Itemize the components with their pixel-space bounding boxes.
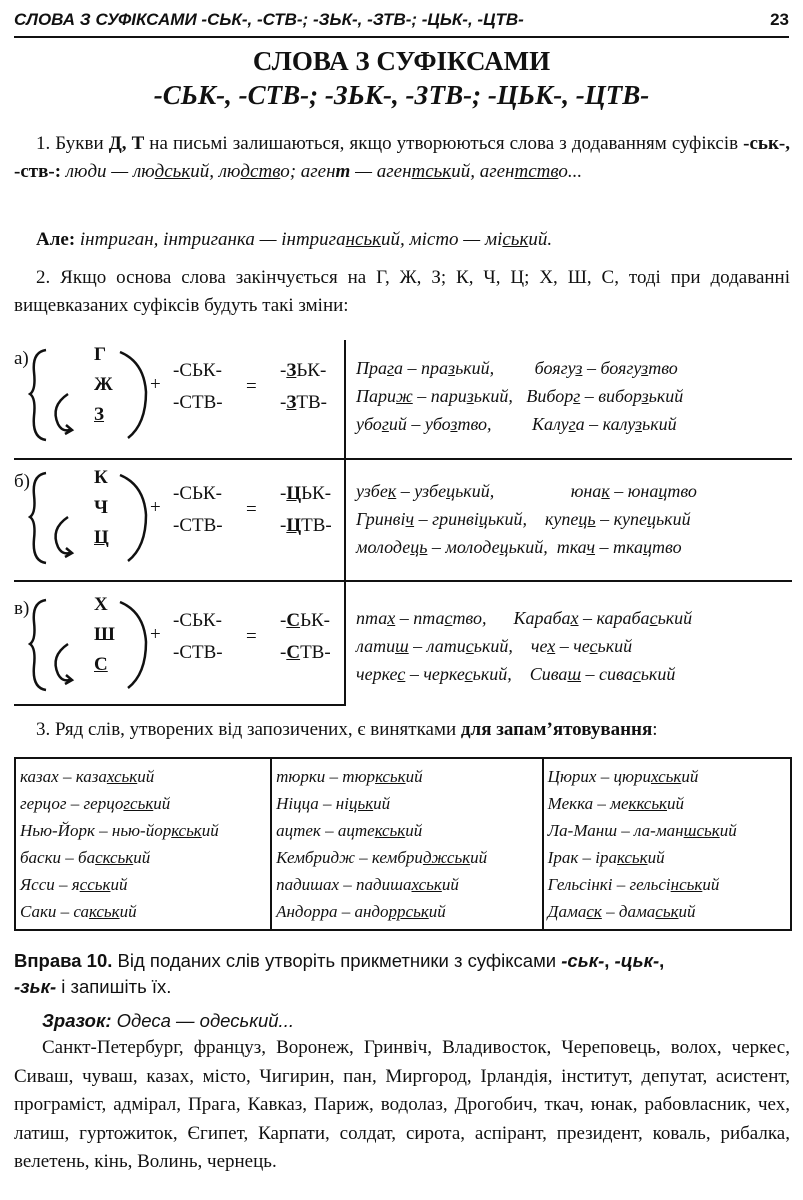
suffix-stv: -СТВ-	[173, 515, 223, 536]
exception-item: Кембридж – кембриджський	[276, 848, 488, 867]
rule-3	[14, 716, 790, 744]
scheme-row-divider	[14, 704, 345, 706]
suffix: -зьк-	[14, 976, 57, 997]
result-sk: -СЬК-	[280, 610, 330, 631]
running-header	[14, 6, 789, 38]
exception-item: Ла-Манш – ла-маншський	[547, 821, 737, 840]
suffix: -ськ-	[561, 950, 605, 971]
example-line: латиш – латиський, чех – чеський	[356, 636, 633, 656]
exception-item: Андорра – андоррський	[276, 902, 446, 921]
example-line: убогий – убозтво, Калуга – калузький	[356, 414, 677, 434]
rule-1-examples: люди — людський, людство; агент — агентський, агентство...	[65, 161, 583, 182]
example-line: черкес – черкеський, Сиваш – сиваський	[356, 664, 676, 684]
example-line: узбек – узбецький, юнак – юнацтво	[356, 481, 697, 501]
group-label: б)	[14, 471, 30, 492]
colon: :	[652, 719, 658, 740]
exception-item: Ніцца – ніцький	[276, 794, 391, 813]
result-stv: -ЦТВ-	[280, 515, 332, 536]
exception-item: тюрки – тюркський	[276, 767, 423, 786]
example-line: Гринвіч – гринвіцький, купець – купецький	[356, 509, 691, 529]
page-subtitle: -СЬК-, -СТВ-; -ЗЬК-, -ЗТВ-; -ЦЬК-, -ЦТВ-	[153, 80, 650, 110]
base-letter: Г	[94, 344, 107, 365]
scheme-row-divider	[14, 458, 792, 460]
sample-label: Зразок:	[42, 1010, 112, 1031]
rule-2: 2. Якщо основа слова закінчується на Г, Ж, З; К, Ч, Ц; Х, Ш, С, тоді при додаванні вищевказаних суфіксів будуть такі зміни:	[14, 267, 790, 316]
rule-3-text: 3. Ряд слів, утворених від запозичених, є винятками	[36, 719, 461, 740]
equals-sign: =	[246, 376, 257, 397]
exercise-task: Вправа 10. Від поданих слів утворіть прикметники з суфіксами -ськ-, -цьк-, -зьк- і запишіть їх.	[14, 950, 665, 997]
but-note	[14, 226, 790, 254]
suffix-sk: -СЬК-	[173, 610, 222, 631]
base-letter: Ч	[94, 497, 108, 518]
rule-1-letters: Д, Т	[108, 133, 145, 154]
plus-sign: +	[150, 497, 161, 518]
scheme-divider	[344, 340, 346, 706]
exception-item: баски – баскський	[20, 848, 151, 867]
exercise-sample	[14, 1008, 803, 1034]
equals-sign: =	[246, 626, 257, 647]
exception-item: Саки – сакський	[20, 902, 137, 921]
base-letter: Ц	[94, 527, 109, 548]
example-line: молодець – молодецький, ткач – ткацтво	[356, 537, 682, 557]
example-line: птах – птаство, Карабах – карабаський	[356, 608, 693, 628]
exceptions-column-1	[15, 758, 271, 930]
suffix-stv: -СТВ-	[173, 642, 223, 663]
exception-item: Ірак – іракський	[547, 848, 665, 867]
suffix: -цьк-	[614, 950, 660, 971]
exceptions-column-3	[543, 758, 791, 930]
exception-item: Гельсінкі – гельсінський	[547, 875, 720, 894]
but-label: Але:	[36, 229, 76, 250]
exception-item: ацтек – ацтекський	[276, 821, 423, 840]
equals-sign: =	[246, 499, 257, 520]
exception-item: казах – казахський	[20, 767, 155, 786]
colon: :	[54, 161, 66, 182]
exceptions-column-2	[271, 758, 543, 930]
exercise-text: і запишіть їх.	[56, 976, 172, 997]
exercise-words: Санкт-Петербург, француз, Воронеж, Гринвіч, Владивосток, Череповець, волох, черкес, Сиваш, чуваш, казах, місто, Чигирин, пан, Миргород, Ірландія, інститут, депутат, асистент, програміст, адмірал, Прага, Кавказ, Париж, водолаз, Дрогобич, ткач, юнак, рабовласник, чех, латиш, гуртожиток, Єгипет, Карпати, солдат, сирота, аспірант, президент, коваль, рибалка, велетень, кінь, Волинь, чернець.	[14, 1037, 790, 1172]
result-sk: -ЗЬК-	[280, 360, 327, 381]
running-title: СЛОВА З СУФІКСАМИ -СЬК-, -СТВ-; -ЗЬК-, -ЗТВ-; -ЦЬК-, -ЦТВ-	[14, 10, 524, 29]
exception-item: Нью-Йорк – нью-йоркський	[20, 821, 219, 840]
result-stv: -ЗТВ-	[280, 392, 327, 413]
exceptions-table	[14, 757, 792, 931]
rule-1	[14, 130, 790, 186]
exercise-text: Від поданих слів утворіть прикметники з суфіксами	[112, 950, 562, 971]
suffix-stv: -СТВ-	[173, 392, 223, 413]
exception-item: падишах – падишахський	[276, 875, 459, 894]
rule-3-bold: для запам’ятовування	[460, 719, 653, 740]
suffix-sk: -СЬК-	[173, 360, 222, 381]
exception-item: Цюрих – цюрихський	[547, 767, 699, 786]
base-letter: С	[94, 654, 108, 675]
group-label: а)	[14, 348, 29, 369]
page-title: СЛОВА З СУФІКСАМИ	[252, 46, 551, 76]
plus-sign: +	[150, 374, 161, 395]
exercise-label: Вправа 10.	[14, 950, 113, 971]
but-examples: інтриган, інтриганка — інтриганський, місто — міський.	[75, 229, 553, 250]
exception-item: Мекка – меккський	[547, 794, 685, 813]
base-letter: К	[94, 467, 108, 488]
result-stv: -СТВ-	[280, 642, 331, 663]
exception-item: Дамаск – дамаський	[547, 902, 696, 921]
exception-item: Ясси – ясський	[20, 875, 128, 894]
example-line: Прага – празький, боягуз – боягузтво	[356, 358, 678, 378]
group-label: в)	[14, 598, 30, 619]
base-letter: Ш	[94, 624, 115, 645]
plus-sign: +	[150, 624, 161, 645]
base-letter: З	[94, 404, 105, 425]
scheme-row-divider	[14, 580, 792, 582]
rule-1-text: на письмі залишаються, якщо утворюються слова з додаванням суфіксів	[144, 133, 744, 154]
rule-1-suffixes: -ськ-, -ств-	[14, 133, 790, 182]
exception-item: герцог – герцогський	[20, 794, 171, 813]
base-letter: Х	[94, 594, 108, 615]
example-line: Париж – паризький, Виборг – виборзький	[356, 386, 684, 406]
sample-text: Одеса — одеський...	[111, 1010, 294, 1031]
suffix-sk: -СЬК-	[173, 483, 222, 504]
base-letter: Ж	[94, 374, 113, 395]
result-sk: -ЦЬК-	[280, 483, 332, 504]
page-number: 23	[770, 10, 789, 29]
rule-1-text: 1. Букви	[36, 133, 109, 154]
